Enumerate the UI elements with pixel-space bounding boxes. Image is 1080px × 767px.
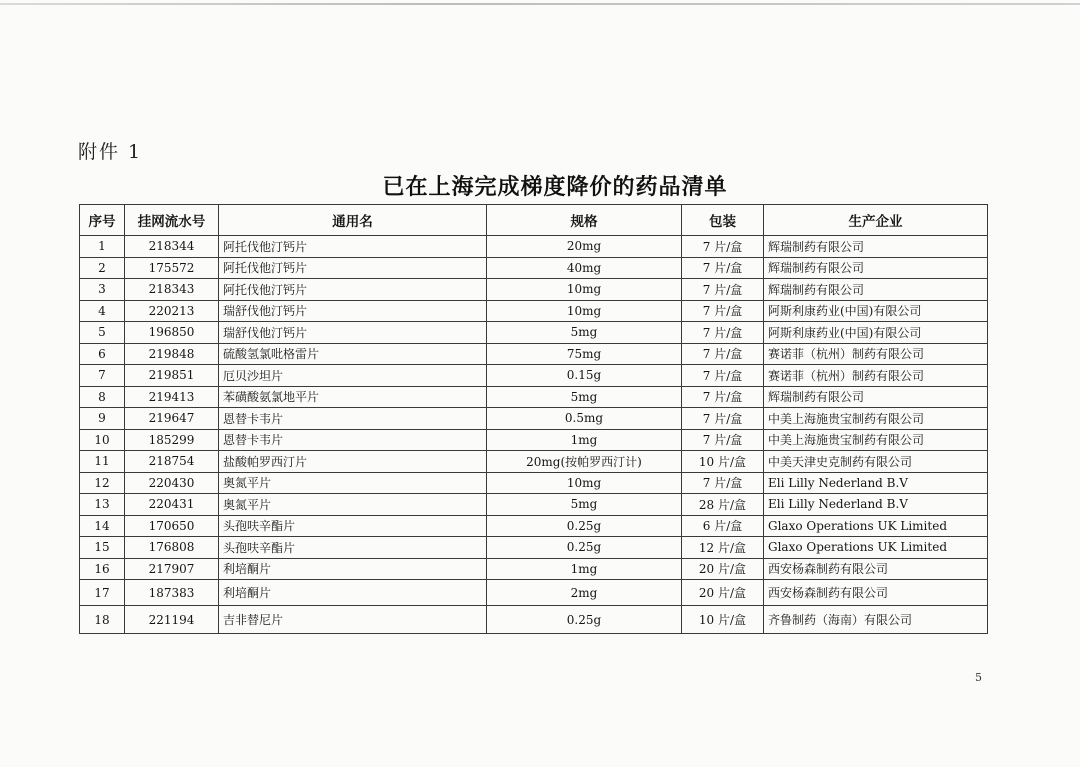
cell-name: 奥氮平片: [219, 494, 487, 516]
cell-package: 7 片/盒: [682, 408, 764, 430]
cell-manufacturer: 赛诺菲（杭州）制药有限公司: [764, 365, 988, 387]
table-row: [80, 451, 988, 473]
cell-manufacturer: 阿斯利康药业(中国)有限公司: [764, 300, 988, 322]
cell-spec: 20mg: [487, 236, 682, 258]
cell-package: 7 片/盒: [682, 279, 764, 301]
cell-spec: 40mg: [487, 257, 682, 279]
cell-name: 阿托伐他汀钙片: [219, 279, 487, 301]
cell-no: 5: [80, 322, 125, 344]
table-row: [80, 429, 988, 451]
cell-spec: 5mg: [487, 322, 682, 344]
cell-serial: 218344: [125, 236, 219, 258]
table-row: [80, 386, 988, 408]
cell-name: 恩替卡韦片: [219, 429, 487, 451]
cell-spec: 10mg: [487, 279, 682, 301]
cell-serial: 170650: [125, 515, 219, 537]
cell-no: 7: [80, 365, 125, 387]
cell-name: 瑞舒伐他汀钙片: [219, 322, 487, 344]
cell-serial: 220431: [125, 494, 219, 516]
cell-serial: 185299: [125, 429, 219, 451]
cell-package: 7 片/盒: [682, 343, 764, 365]
cell-package: 7 片/盒: [682, 386, 764, 408]
header-no: 序号: [80, 205, 125, 236]
cell-spec: 1mg: [487, 429, 682, 451]
cell-manufacturer: 中美上海施贵宝制药有限公司: [764, 408, 988, 430]
cell-name: 阿托伐他汀钙片: [219, 236, 487, 258]
table-row: [80, 580, 988, 606]
cell-manufacturer: Glaxo Operations UK Limited: [764, 515, 988, 537]
cell-spec: 0.5mg: [487, 408, 682, 430]
cell-spec: 0.25g: [487, 515, 682, 537]
cell-no: 15: [80, 537, 125, 559]
cell-name: 恩替卡韦片: [219, 408, 487, 430]
cell-package: 12 片/盒: [682, 537, 764, 559]
cell-manufacturer: 辉瑞制药有限公司: [764, 257, 988, 279]
cell-package: 10 片/盒: [682, 606, 764, 634]
table-row: [80, 494, 988, 516]
table-row: [80, 279, 988, 301]
cell-serial: 221194: [125, 606, 219, 634]
header-serial: 挂网流水号: [125, 205, 219, 236]
cell-package: 7 片/盒: [682, 300, 764, 322]
cell-serial: 217907: [125, 558, 219, 580]
cell-spec: 0.15g: [487, 365, 682, 387]
cell-manufacturer: Eli Lilly Nederland B.V: [764, 494, 988, 516]
cell-no: 12: [80, 472, 125, 494]
cell-serial: 175572: [125, 257, 219, 279]
drug-list-table: [79, 204, 988, 634]
cell-serial: 218343: [125, 279, 219, 301]
cell-manufacturer: 中美天津史克制药有限公司: [764, 451, 988, 473]
cell-name: 头孢呋辛酯片: [219, 515, 487, 537]
cell-spec: 20mg(按帕罗西汀计): [487, 451, 682, 473]
cell-package: 7 片/盒: [682, 236, 764, 258]
header-package: 包装: [682, 205, 764, 236]
cell-manufacturer: 西安杨森制药有限公司: [764, 580, 988, 606]
cell-package: 7 片/盒: [682, 322, 764, 344]
table-row: [80, 343, 988, 365]
cell-no: 11: [80, 451, 125, 473]
attachment-label: 附件 1: [78, 141, 143, 163]
cell-name: 奥氮平片: [219, 472, 487, 494]
cell-manufacturer: 阿斯利康药业(中国)有限公司: [764, 322, 988, 344]
cell-manufacturer: 辉瑞制药有限公司: [764, 279, 988, 301]
cell-spec: 2mg: [487, 580, 682, 606]
cell-serial: 219851: [125, 365, 219, 387]
cell-spec: 0.25g: [487, 606, 682, 634]
cell-spec: 1mg: [487, 558, 682, 580]
table-row: [80, 408, 988, 430]
cell-package: 10 片/盒: [682, 451, 764, 473]
table-row: [80, 515, 988, 537]
cell-package: 7 片/盒: [682, 429, 764, 451]
cell-manufacturer: 西安杨森制药有限公司: [764, 558, 988, 580]
cell-manufacturer: 辉瑞制药有限公司: [764, 386, 988, 408]
cell-name: 阿托伐他汀钙片: [219, 257, 487, 279]
cell-name: 硫酸氢氯吡格雷片: [219, 343, 487, 365]
header-spec: 规格: [487, 205, 682, 236]
cell-spec: 5mg: [487, 386, 682, 408]
cell-manufacturer: 中美上海施贵宝制药有限公司: [764, 429, 988, 451]
page-title: 已在上海完成梯度降价的药品清单: [382, 175, 728, 200]
cell-package: 6 片/盒: [682, 515, 764, 537]
cell-no: 14: [80, 515, 125, 537]
table-row: [80, 537, 988, 559]
cell-no: 6: [80, 343, 125, 365]
cell-serial: 220430: [125, 472, 219, 494]
cell-serial: 187383: [125, 580, 219, 606]
cell-package: 28 片/盒: [682, 494, 764, 516]
cell-name: 盐酸帕罗西汀片: [219, 451, 487, 473]
cell-no: 9: [80, 408, 125, 430]
cell-manufacturer: 赛诺菲（杭州）制药有限公司: [764, 343, 988, 365]
cell-name: 头孢呋辛酯片: [219, 537, 487, 559]
header-manufacturer: 生产企业: [764, 205, 988, 236]
cell-name: 苯磺酸氨氯地平片: [219, 386, 487, 408]
cell-spec: 75mg: [487, 343, 682, 365]
cell-serial: 196850: [125, 322, 219, 344]
cell-no: 10: [80, 429, 125, 451]
cell-manufacturer: 齐鲁制药（海南）有限公司: [764, 606, 988, 634]
cell-spec: 5mg: [487, 494, 682, 516]
table-row: [80, 606, 988, 634]
table-row: [80, 558, 988, 580]
cell-package: 20 片/盒: [682, 580, 764, 606]
scan-edge: [0, 3, 1080, 5]
cell-package: 7 片/盒: [682, 257, 764, 279]
table-row: [80, 322, 988, 344]
cell-no: 4: [80, 300, 125, 322]
cell-serial: 218754: [125, 451, 219, 473]
table-header-row: [80, 205, 988, 236]
cell-serial: 219848: [125, 343, 219, 365]
cell-no: 3: [80, 279, 125, 301]
cell-no: 17: [80, 580, 125, 606]
table-row: [80, 472, 988, 494]
cell-no: 1: [80, 236, 125, 258]
cell-serial: 219413: [125, 386, 219, 408]
cell-name: 瑞舒伐他汀钙片: [219, 300, 487, 322]
cell-name: 利培酮片: [219, 558, 487, 580]
cell-no: 8: [80, 386, 125, 408]
table-row: [80, 365, 988, 387]
cell-manufacturer: Eli Lilly Nederland B.V: [764, 472, 988, 494]
cell-no: 13: [80, 494, 125, 516]
cell-manufacturer: 辉瑞制药有限公司: [764, 236, 988, 258]
cell-package: 20 片/盒: [682, 558, 764, 580]
cell-name: 吉非替尼片: [219, 606, 487, 634]
cell-spec: 0.25g: [487, 537, 682, 559]
cell-spec: 10mg: [487, 300, 682, 322]
cell-manufacturer: Glaxo Operations UK Limited: [764, 537, 988, 559]
header-generic-name: 通用名: [219, 205, 487, 236]
table-row: [80, 300, 988, 322]
cell-package: 7 片/盒: [682, 472, 764, 494]
table-row: [80, 236, 988, 258]
cell-package: 7 片/盒: [682, 365, 764, 387]
table-row: [80, 257, 988, 279]
cell-serial: 219647: [125, 408, 219, 430]
page-number: 5: [975, 671, 982, 684]
cell-no: 16: [80, 558, 125, 580]
cell-spec: 10mg: [487, 472, 682, 494]
cell-no: 18: [80, 606, 125, 634]
cell-serial: 220213: [125, 300, 219, 322]
cell-no: 2: [80, 257, 125, 279]
cell-serial: 176808: [125, 537, 219, 559]
cell-name: 厄贝沙坦片: [219, 365, 487, 387]
cell-name: 利培酮片: [219, 580, 487, 606]
